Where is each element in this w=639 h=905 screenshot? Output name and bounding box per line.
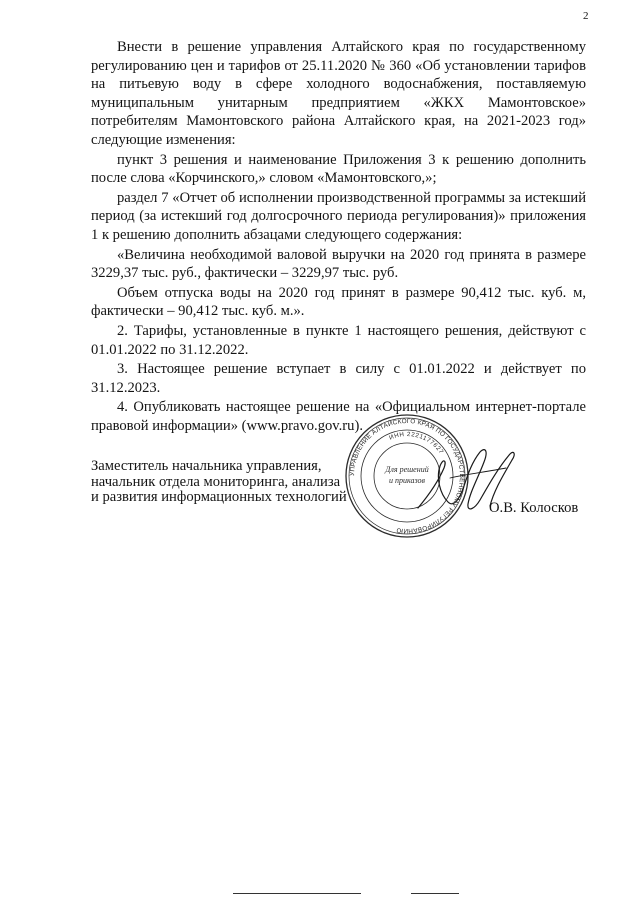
seal-outer-text: УПРАВЛЕНИЕ АЛТАЙСКОГО КРАЯ ПО ГОСУДАРСТВЕННОМУ РЕГУЛИРОВАНИЮ: [348, 417, 466, 535]
page-number: 2: [583, 10, 589, 22]
signatory-position: [91, 459, 347, 506]
seal-inner-text: ИНН 2221177627: [388, 430, 445, 456]
signer-name: О.В. Колосков: [489, 500, 579, 516]
paragraph-item-2: 2. Тарифы, установленные в пункте 1 настоящего решения, действуют с 01.01.2022 по 31.12.2022.: [91, 322, 586, 358]
paragraph-quote-revenue: «Величина необходимой валовой выручки на 2020 год принята в размере 3229,37 тыс. руб., фактически – 3229,97 тыс. руб.: [91, 246, 586, 282]
paragraph-item-3: 3. Настоящее решение вступает в силу с 01.01.2022 и действует по 31.12.2023.: [91, 361, 586, 396]
paragraph-amendment-1: пункт 3 решения и наименование Приложения 3 к решению дополнить после слова «Корчинского,» словом «Мамонтовского,»;: [91, 151, 586, 187]
position-line: и развития информационных технологий: [91, 489, 347, 505]
paragraph-intro: Внести в решение управления Алтайского края по государственному регулированию цен и тарифов от 25.11.2020 № 360 «Об установлении тарифов на питьевую воду в сфере холодного водоснабжения, поставляемую муниципальным унитарным предприятием «ЖКХ Мамонтовское» потребителям Мамонтовского района Алтайского края, на 2021-2023 год» следующие изменения:: [91, 39, 586, 148]
seal-center-line: и приказов: [388, 476, 426, 485]
paragraph-quote-volume: Объем отпуска воды на 2020 год принят в размере 90,412 тыс. куб. м, фактически – 90,412 тыс. куб. м.».: [91, 284, 586, 320]
seal-center-line: Для решений: [385, 465, 429, 474]
footer-divider: [411, 893, 459, 894]
position-line: Заместитель начальника управления,: [91, 458, 322, 474]
paragraph-amendment-2: раздел 7 «Отчет об исполнении производственной программы за истекший период (за истекший год долгосрочного периода регулирования)» приложения 1 к решению дополнить абзацами следующего содержания:: [91, 189, 586, 243]
position-line: начальник отдела мониторинга, анализа: [91, 473, 341, 490]
paragraph-item-4: 4. Опубликовать настоящее решение на «Официальном интернет-портале правовой информации» (www.pravo.gov.ru).: [91, 399, 586, 434]
footer-divider: [233, 893, 361, 894]
document-body: [91, 38, 586, 435]
